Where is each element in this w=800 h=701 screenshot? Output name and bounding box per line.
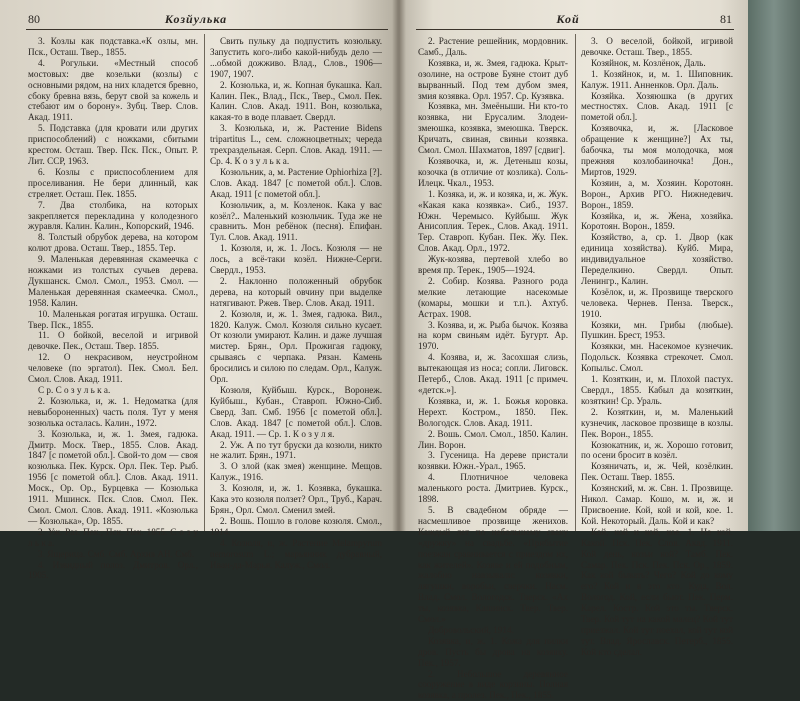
dictionary-entry: 12. О некрасивом, неустройном человеке (по эргатол). Пек. Смол. Бел. Смол. Слов. Акад. 1911. (28, 352, 198, 385)
dictionary-entry: 4. Плотничное человека маленького роста. Дмитриев. Курск., 1898. (418, 472, 568, 505)
dictionary-entry: 2. Наклонно положенный обрубок дерева, на который овчину при выделке натягивают. Ржев. Твер. Слов. Акад. 1911. (210, 275, 382, 308)
dictionary-entry: Козяйка, и, ж. Жена, хозяйка. Коротоян. Ворон., 1859. (581, 210, 733, 232)
dictionary-entry: Козяйка. Хозяюшка (в других местностях. Слов. Акад. 1911 [с пометой обл.]. (581, 90, 733, 123)
dictionary-entry: Козёлок, и, ж. Прозвище тверского человека. Чернев. Пенза. Тверск., 1910. (581, 286, 733, 319)
dictionary-entry: 2. Вошь. Пошло в голове козюля. Смол., 1914. (210, 515, 382, 537)
dictionary-entry: Жук-козява, пертевой хлебо во время пр. Терек., 1905—1924. (418, 254, 568, 276)
dictionary-entry: 3. Козява, и, ж. Рыба бычок. Козява на корм свиньям идёт. Бугурт. Ар. 1970. (418, 319, 568, 352)
dictionary-entry: Козякки, мн. Насекомое кузнечик. Подольск. Козявка стрекочет. Смол. Копыльс. Смол. (581, 341, 733, 374)
dictionary-entry: 2. Козюля, и, ж. 1. Змея, гадюка. Вил., 1820. Калуж. Смол. Козюля сильно кусает. От козюли умирают. Калин. и даже лучшая мистер. Брян., Орл. Прожигая гадюку, срываясь с черпака. Рязан. Камень бросились и силою по следам. Орл., Калуж. Орл. (210, 308, 382, 385)
left-column-1 (28, 36, 198, 581)
dictionary-entry: 3. Ящерица. Смб. Смб. Архив АН. Смб. (38, 548, 195, 559)
right-column-2 (581, 36, 733, 657)
right-page (398, 0, 748, 701)
dictionary-entry: Козянский, м. ж. Свн. 1. Прозвище. Никол. Самар. Кошо, м. и, ж. и Присвоение. Кой, кой и кой, кое. 1. Кой. Некоторый. Даль. Кой и как? (581, 483, 733, 526)
dictionary-entry: Свить пульку да подпустить козюльку. Запустить кого-либо какой-нибудь дело — ...обмой дожживо. Влад., Слов., 1906—1907, 1907. (210, 36, 382, 79)
dictionary-entry: 5. В свадебном обряде — насмешливое прозвище женихов. Каждый лет по небольшому сваху «дружку» на свадьбе. «Прибытие поезжан сравнивается с приездом их, как жителей». Козяве и ей подобным, жалобно навзывали: козявки, лягушки, воробьи, сверчки. Насм. Влад. Смол. Вологодск. Тверск. «Ах ты, козявка, Кашинск. Твер. Твер. Смол.» (418, 504, 568, 625)
left-column-2 (210, 36, 382, 570)
dictionary-entry: 3. Козюлька, и, ж. Растение Bidens tripartitus L., сем. сложноцветных; череда трехраздельная. Серп. Слов. Акад. 1911. — Ср. 4. К о з у л ь к а. (210, 123, 382, 166)
dictionary-entry: Добровольский, 1914. (428, 624, 514, 635)
dictionary-entry: 3. Козлы как подставка.«К озлы, мн. Пск., Осташ. Твер., 1855. (28, 36, 198, 57)
dictionary-entry: Козяки, мн. Грибы (любые). Пушкин. Брест, 1953. (581, 319, 733, 341)
dictionary-entry: 1. Козюля, и, ж. 1. Лось. Козюля — не лось, а всё-таки козёл. Нижне-Серги. Свердл., 1953. (210, 243, 382, 276)
dictionary-entry: 2. Козюлька, и, ж. 1. Недоматка (для невыбороненных) часть поля. Тут у меня зозюлька осталась. Калин., 1972. (28, 395, 198, 428)
dictionary-entry: Козявочка, и, ж. Детеныш козы, козочка (в отличие от козлика). Соль-Илецк. Чкал., 1953. (418, 155, 568, 188)
dictionary-entry: Козюльчик, а, м. Козленок. Кака у вас козёл?.. Маленький козюльчик. Туда же не сравнить. Мон ребёнок (песня). Епифан. Тул. Слов. Акад. 1911. (210, 199, 382, 243)
right-header-rule (416, 29, 734, 30)
dictionary-entry: 2. Растение решейник, мордовник. Самб., Даль. (418, 36, 568, 57)
dictionary-entry: Козяничать, и, ж. Чей, козёлкин. Пек. Осташ. Твер. 1855. (581, 461, 733, 483)
left-column-divider (204, 34, 205, 531)
right-column-1 (418, 36, 568, 701)
dictionary-entry: Козюльник, а, м. Растение Ophiorhiza [?]. Слов. Акад. 1847 [с пометой обл.]. Слов. Акад. 1911 [с пометой обл.]. (210, 166, 382, 199)
dictionary-entry: Козявка, мн. Змеёныши. Ни кто-то козявка, ни Ерусалим. Злодеи-змеюшка, козявка, змеюшка. Тверск. Кричать, свиная, свиньи козявка. Смол. Смол. Шахматов, 1897 [сдвиг]. (418, 101, 568, 156)
dictionary-entry: Козявка, и, ж. 1. Кожа для пилки дров. Пусть бы дрова на козявку. Пек., 1957. (418, 635, 568, 668)
left-page-number: 80 (28, 12, 40, 26)
dictionary-entry: 1. Козяйнок, и, м. 1. Шиповник. Калуж. 1911. Анненков. Орл. Даль. (581, 68, 733, 90)
left-running-head: Козйулька (164, 12, 228, 26)
dictionary-entry: 3. Козюля, и, ж. 1. Козявка, букашка. Кака это козюля ползет? Орл., Труб., Карач. Брян., Орл. Смол. Сменил змей. (210, 483, 382, 515)
dictionary-entry: Козяйство, а, ср. 1. Двор (как единица хозяйства). Куйб. Мира, индивидуальное хозяйство. Переделкино. Свердл. Опыт. Ленингр., Калин. (581, 232, 733, 286)
dictionary-entry: 3. О злой (как змея) женщине. Мещов. Калуж., 1916. (210, 461, 382, 483)
dictionary-entry: Козявка, и, ж. 1. Божья коровка. Нерехт. Костром., 1850. Пек. Вологодск. Слов. Акад. 1911. (418, 395, 568, 428)
book-cover-edge (748, 0, 800, 531)
dictionary-entry: 2. Козяткин, и, м. Маленький кузнечик, ласковое прозвище в козлы. Пек. Ворон., 1855. (581, 406, 733, 439)
left-page (0, 0, 398, 581)
dictionary-entry: Козюкатник, и, ж. Хорошо готовит, по осени бросит в козёл. (581, 439, 733, 461)
dictionary-entry: 4. Извидный полоз. Дмитров. Орл., 1905. (28, 559, 198, 581)
dictionary-entry: 1. Козяткин, и, м. Плохой пастух. Свердл., 1855. Кабыл да козяткин, козяткин! Ср. Ураль. (581, 374, 733, 406)
book-gutter (392, 0, 406, 531)
dictionary-entry: Козявочка, и, ж. [Ласковое обращение к женщине?] Ах ты, бабочка, ты моя молодочка, моя прежняя козлобаиночка! Дон., Миртов, 1929. (581, 123, 733, 177)
dictionary-entry: Козяин, а, м. Хозяин. Коротоян. Ворон., Архив РГО. Нижнедевич. Ворон., 1859. (581, 177, 733, 210)
left-header-rule (26, 29, 388, 30)
dictionary-entry: 4. Козюля, и, ж. Растение Melampyrum nemorosum L.; марьянник дубравный, Иван-да-Марья. Калуж., Смол. (210, 537, 382, 570)
dictionary-entry: 10. Маленькая рогатая игрушка. Осташ. Твер. Пск., 1855. (28, 308, 198, 330)
dictionary-entry: 3. Гусеница. На дереве пристали козявки. Южн.-Урал., 1965. (418, 450, 568, 472)
dictionary-entry: 3. Козюлька, и, ж. 1. Змея, гадюка. Дмитр. Моск. Твер., 1855. Слов. Акад. 1847 [с пометой обл.]. Свой-то дом — своя козюлька. Пек. Курск. Орл. Пек. Тер. Рыб. 1956 [с пометой обл.]. Слов. Акад. 1911. Моск., Ор. Ор., Бурцевка — Козюлька 1911. Мшинск. Пск. Слов. Смол. Пек. Смол. Смол. Слов. Акад. 1911. «Козюлька — Козюлька», Ор. 1855. (28, 428, 198, 526)
dictionary-entry: 2. Вошь. Смол. Смол., 1850. Калин. Лин. Ворон. (418, 428, 568, 450)
dictionary-entry: 11. О бойкой, веселой и игривой девочке. Пек., Осташ. Твер. 1855. (28, 330, 198, 352)
dictionary-entry: Козявка, и, ж. Змея, гадюка. Крыт-озолине, на острове Буяне стоит дуб вырванный. Под тем дубом змея, змия козявка. Орл. 1957. Ср. Кузявка. (418, 57, 568, 101)
dictionary-entry: Козюля, Куйбыш. Курск., Воронеж. Куйбыш., Кубан., Ставроп. Южно-Сиб. Сверд. Зап. Смб. 1956 [с пометой обл.]. Слов. Акад. 1847 [с пометой обл.]. Слов. Акад. 1911. — Ср. 1. К о з у л я. (210, 385, 382, 439)
dictionary-entry: Козяйнок, м. Козлёнок, Даль. (591, 57, 706, 68)
dictionary-entry: 3. О веселой, бойкой, игривой девочке. Осташ. Твер., 1855. (581, 36, 733, 57)
dictionary-entry: 2. Уж. А по тут бруски да козюли, никто не жалит. Брян., 1971. (210, 439, 382, 461)
dictionary-entry: 6. Козлы с приспособлением для проселивания. Не бери длинный, как стреляет. Осташ. Пек. 1855. (28, 166, 198, 199)
right-page-number: 81 (720, 12, 732, 26)
dictionary-entry: 2. Собир. Козява. Разного рода мелкие летающие насекомые (комары, мошки и т.п.). Ахтуб. Астрах. 1908. (418, 275, 568, 319)
right-column-divider (575, 34, 576, 531)
dictionary-entry: 5. Подставка (для кровати или других приспособлений) с ножками, сбитыми крестом. Осташ. Твер. Пск. Пск., Опыт. Р. Лит. ССР, 1963. (28, 123, 198, 166)
dictionary-entry: 2. Небольшое деревянное сооружение в виде корзины. Полная козявка, а пролез. Пек., Пек., 1855. (418, 668, 568, 701)
dictionary-entry: 7. Два столбика, на которых закрепляется перекладина у колодезного журавля. Калин. Калин., Копорский, 1946. (28, 199, 198, 232)
dictionary-entry: 9. Маленькая деревянная скамеечка с ножками из толстых сучьев дерева. Дукшанск. Смол. Смол., 1953. Смол. — Маленькая деревянная скамеечка. Смол., 1958. Калин. (28, 254, 198, 308)
dictionary-entry: 2. Козюлька, и, ж. Копная букашка. Кал. Калин. Пек., Влад., Пск., Твер., Смол. Пек. Калин. Слов. Акад. 1911. Вон, козюлька, какая-то в воде плавает. Свердл. (210, 79, 382, 123)
dictionary-entry: 4. Рогульки. «Местный способ мостовых: две козельки (козлы) с основными рядом, на них кладется бревно, сбоку бревна вязь, берут свой за кожель и стебают им о борону». Зубц. Твер. Слов. Акад. 1911. (28, 57, 198, 123)
dictionary-entry: С р. С о з у л ь к а. (38, 385, 111, 395)
dictionary-entry: Кой, кой и кой, кое. 1. Не кой. Какой. Пск. Пек. Слов. Акад. 1911. Кой день, козьи кой? Тамб. Пек. Самар. Пек. Пск. Пек. Пск. Ор., 1859. Как кой бывать? Чего? Кой до кому его? Кой и в это кто. Куда, Вол. Вологод. Кой, если бьют. Пек. Перм. Карел. Костр. Кой это ты. Тверск. Твер. Кой тут на какой малец? Кой тут приезжал. Кой тут поехал, кой тут кой тут. Влад. Ярославск. Петерб., 1855. Кой кто сделал. (581, 526, 733, 657)
dictionary-entry: 4. Козява, и, ж. Засохшая слизь, вытекающая из носа; сопли. Лиговск. Петерб., Слов. Акад. 1911 [с примеч. «детск.»]. (418, 352, 568, 395)
dictionary-entry: 1. Козяка, и, ж. и козяка, и, ж. Жук. «Какая кака козявка». Сиб., 1937. Южн. Черемысо. Куйбыш. Жук Анисоплия. Терек., Слов. Акад. 1911. Тер. Ставроп. Кубан. Пек. Жу. Пек. Слов. Акад. Орл., 1972. (418, 188, 568, 254)
right-running-head: Кой (556, 12, 580, 26)
dictionary-entry: 2. Уж. Раз. Пек., Пск. Пек. 1855. С о з у л ь к а. (28, 526, 198, 548)
dictionary-entry: 8. Толстый обрубок дерева, на котором колют дрова. Осташ. Твер., 1855. Тер. (28, 232, 198, 254)
